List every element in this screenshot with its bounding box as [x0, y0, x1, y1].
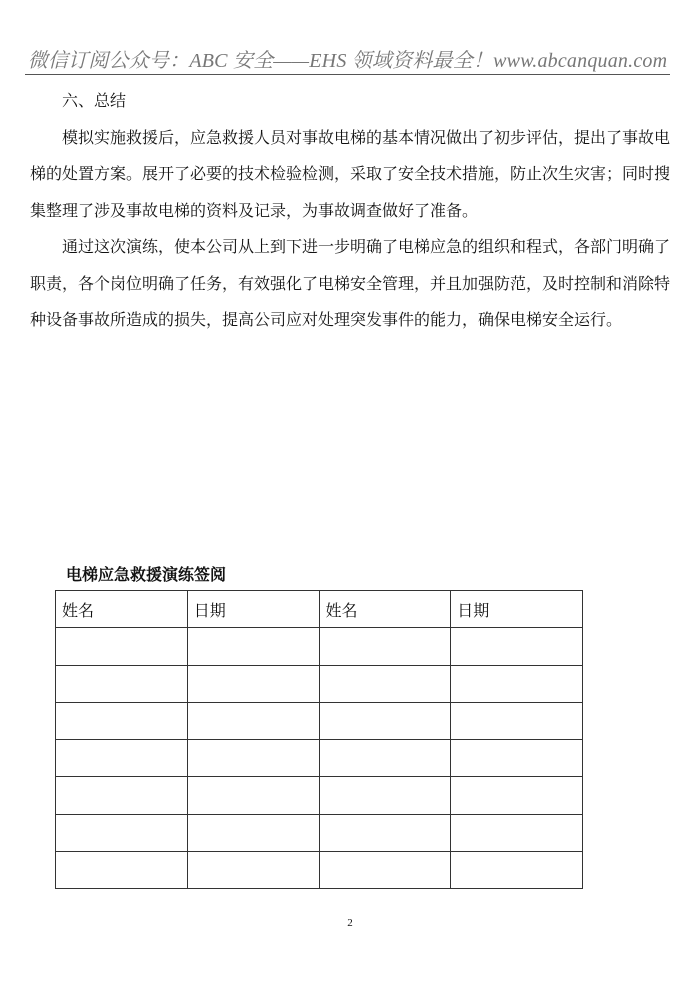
table-row: [56, 777, 583, 814]
table-cell[interactable]: [56, 702, 188, 739]
table-cell[interactable]: [451, 852, 583, 889]
table-cell[interactable]: [451, 740, 583, 777]
table-cell[interactable]: [187, 702, 319, 739]
table-cell[interactable]: [56, 777, 188, 814]
table-cell[interactable]: [319, 740, 451, 777]
table-row: [56, 665, 583, 702]
table-cell[interactable]: [187, 777, 319, 814]
column-header-name: 姓名: [319, 591, 451, 628]
table-cell[interactable]: [56, 665, 188, 702]
table-cell[interactable]: [319, 852, 451, 889]
table-cell[interactable]: [451, 814, 583, 851]
table-cell[interactable]: [187, 814, 319, 851]
page-number: 2: [347, 917, 353, 929]
table-cell[interactable]: [187, 628, 319, 665]
paragraph: 模拟实施救援后，应急救援人员对事故电梯的基本情况做出了初步评估，提出了事故电梯的处置方案。展开了必要的技术检验检测，采取了安全技术措施，防止次生灾害；同时搜集整理了涉及事故电梯的资料及记录，为事故调查做好了准备。: [30, 129, 671, 220]
table-header-row: [56, 591, 583, 628]
table-cell[interactable]: [56, 852, 188, 889]
table-cell[interactable]: [187, 852, 319, 889]
table-cell[interactable]: [319, 702, 451, 739]
paragraph: 通过这次演练，使本公司从上到下进一步明确了电梯应急的组织和程式，各部门明确了职责，各个岗位明确了任务，有效强化了电梯安全管理，并且加强防范，及时控制和消除特种设备事故所造成的损失，提高公司应对处理突发事件的能力，确保电梯安全运行。: [30, 239, 671, 329]
table-cell[interactable]: [319, 777, 451, 814]
table-row: [56, 814, 583, 851]
table-cell[interactable]: [451, 777, 583, 814]
signoff-table-title: 电梯应急救援演练签阅: [66, 567, 227, 584]
signoff-table: [55, 590, 583, 889]
column-header-name: 姓名: [56, 591, 188, 628]
column-header-date: 日期: [451, 591, 583, 628]
page-header-watermark: 微信订阅公众号：ABC 安全——EHS 领域资料最全！www.abcanquan.com: [25, 48, 670, 75]
table-cell[interactable]: [56, 740, 188, 777]
table-row: [56, 852, 583, 889]
table-cell[interactable]: [187, 665, 319, 702]
table-cell[interactable]: [56, 814, 188, 851]
table-cell[interactable]: [187, 740, 319, 777]
document-body: [30, 84, 670, 340]
table-row: [56, 702, 583, 739]
table-cell[interactable]: [451, 665, 583, 702]
table-row: [56, 740, 583, 777]
table-cell[interactable]: [56, 628, 188, 665]
section-heading: 六、总结: [62, 93, 127, 110]
table-cell[interactable]: [319, 665, 451, 702]
table-cell[interactable]: [319, 628, 451, 665]
column-header-date: 日期: [187, 591, 319, 628]
table-cell[interactable]: [319, 814, 451, 851]
table-cell[interactable]: [451, 628, 583, 665]
table-row: [56, 628, 583, 665]
table-cell[interactable]: [451, 702, 583, 739]
